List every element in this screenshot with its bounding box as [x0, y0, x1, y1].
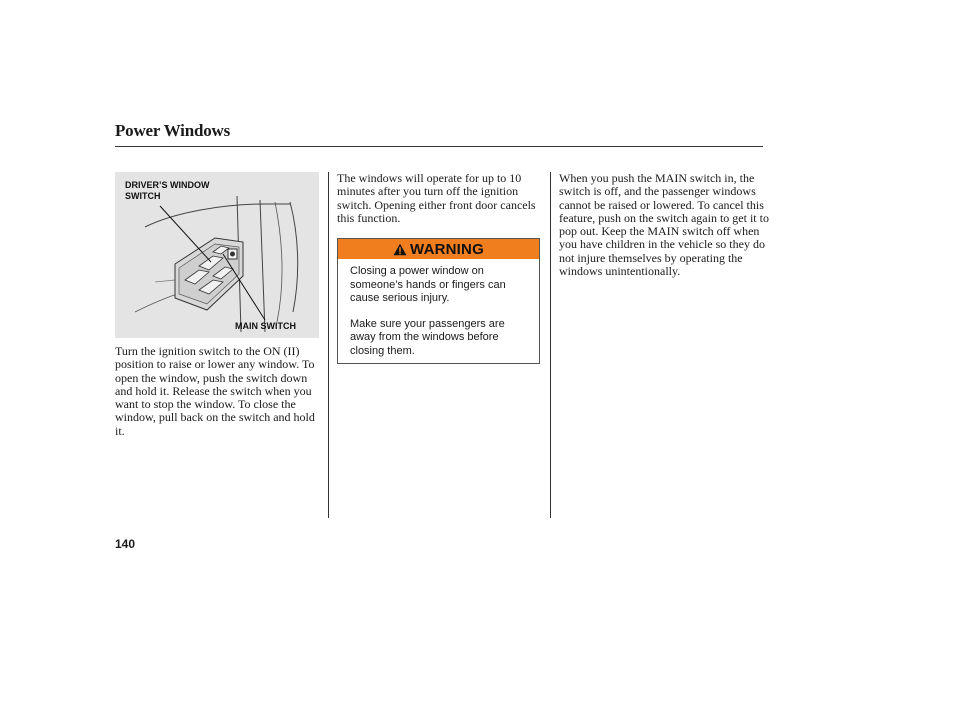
warning-triangle-icon: [393, 243, 407, 256]
page-number: 140: [115, 537, 136, 551]
warning-header: [338, 239, 539, 259]
warning-body: [338, 259, 539, 358]
window-switch-illustration: [115, 172, 319, 338]
column-3-text: When you push the MAIN switch in, the switch is off, and the passenger windows cannot be raised or lowered. To cancel this feature, push on the switch again to get it to pop out. Keep the MAIN switch off when you have children in the vehicle so they do not injure themselves by operating the windows unintentionally.: [559, 171, 769, 279]
driver-window-switch-callout: DRIVER’S WINDOW SWITCH: [125, 180, 210, 201]
column-divider: [328, 172, 329, 518]
main-switch-callout: MAIN SWITCH: [235, 321, 296, 331]
warning-paragraph: Make sure your passengers are away from the windows before closing them.: [350, 317, 505, 357]
warning-label: WARNING: [410, 240, 484, 258]
column-2-text: The windows will operate for up to 10 minutes after you turn off the ignition switch. Opening either front door cancels this function.: [337, 171, 536, 225]
warning-paragraph: Closing a power window on someone’s hands or fingers can cause serious injury.: [350, 265, 506, 304]
title-divider: [115, 146, 763, 147]
column-divider: [550, 172, 551, 518]
warning-box: [337, 238, 540, 364]
page-title: Power Windows: [115, 121, 231, 140]
column-1-text: Turn the ignition switch to the ON (II) position to raise or lower any window. To open the window, push the switch down and hold it. Release the switch when you want to stop the window. To close the window, pull back on the switch and hold it.: [115, 344, 315, 438]
